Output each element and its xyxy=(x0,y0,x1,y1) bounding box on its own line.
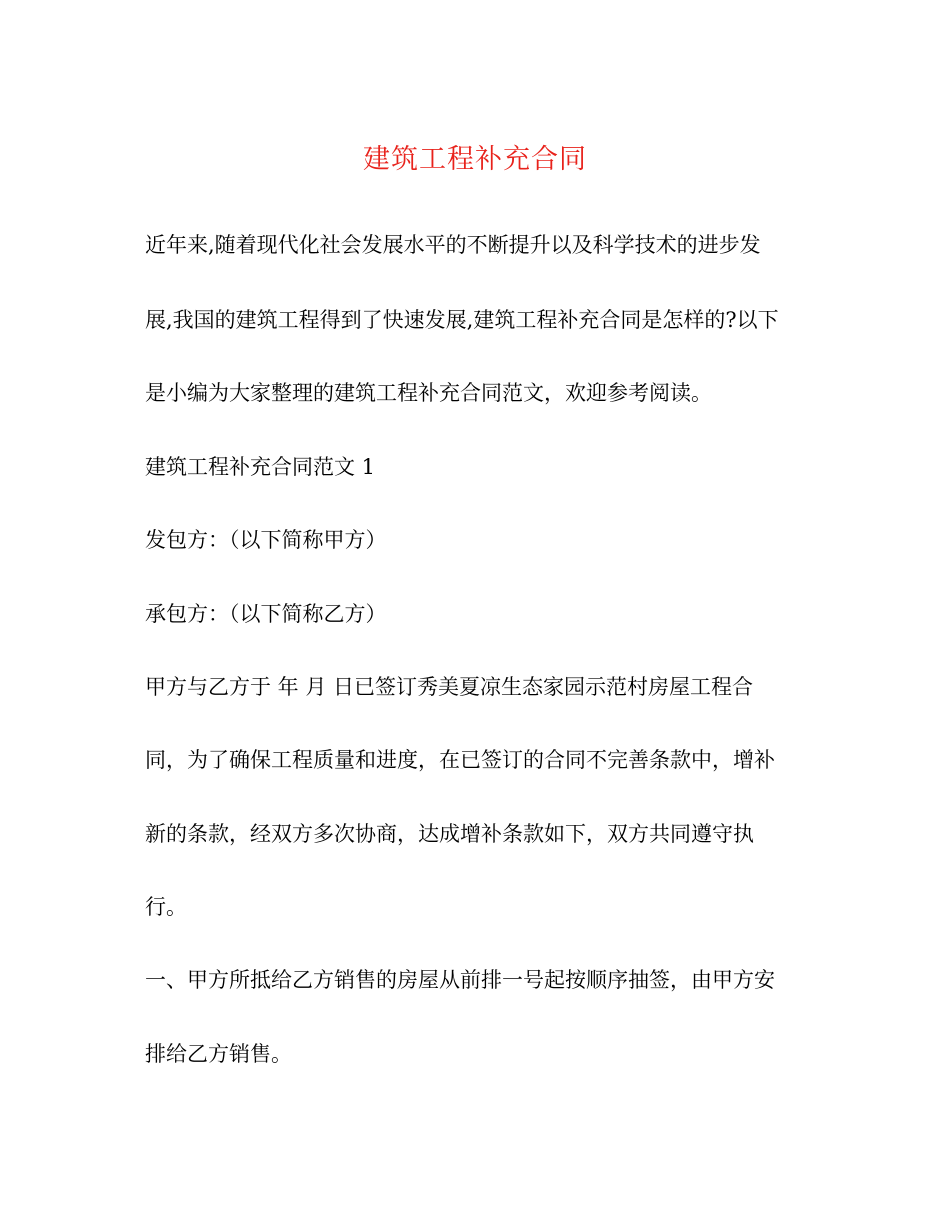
paragraph-line: 新的条款，经双方多次协商，达成增补条款如下，双方共同遵守执 xyxy=(145,822,754,846)
paragraph-line: 甲方与乙方于 年 月 日已签订秀美夏凉生态家园示范村房屋工程合 xyxy=(145,675,754,699)
document-title: 建筑工程补充合同 xyxy=(363,144,587,175)
paragraph-line: 同，为了确保工程质量和进度，在已签订的合同不完善条款中，增补 xyxy=(145,748,775,772)
paragraph-line: 近年来,随着现代化社会发展水平的不断提升以及科学技术的进步发 xyxy=(145,233,761,257)
party-line: 承包方：（以下简称乙方） xyxy=(145,602,387,626)
paragraph-line: 展,我国的建筑工程得到了快速发展,建筑工程补充合同是怎样的?以下 xyxy=(145,308,779,332)
paragraph-line: 是小编为大家整理的建筑工程补充合同范文，欢迎参考阅读。 xyxy=(145,381,712,405)
party-line: 发包方：（以下简称甲方） xyxy=(145,528,387,552)
clause-line: 一、甲方所抵给乙方销售的房屋从前排一号起按顺序抽签，由甲方安 xyxy=(145,968,775,992)
section-heading: 建筑工程补充合同范文 1 xyxy=(145,455,376,479)
clause-line: 排给乙方销售。 xyxy=(145,1042,292,1066)
paragraph-line: 行。 xyxy=(145,895,187,919)
